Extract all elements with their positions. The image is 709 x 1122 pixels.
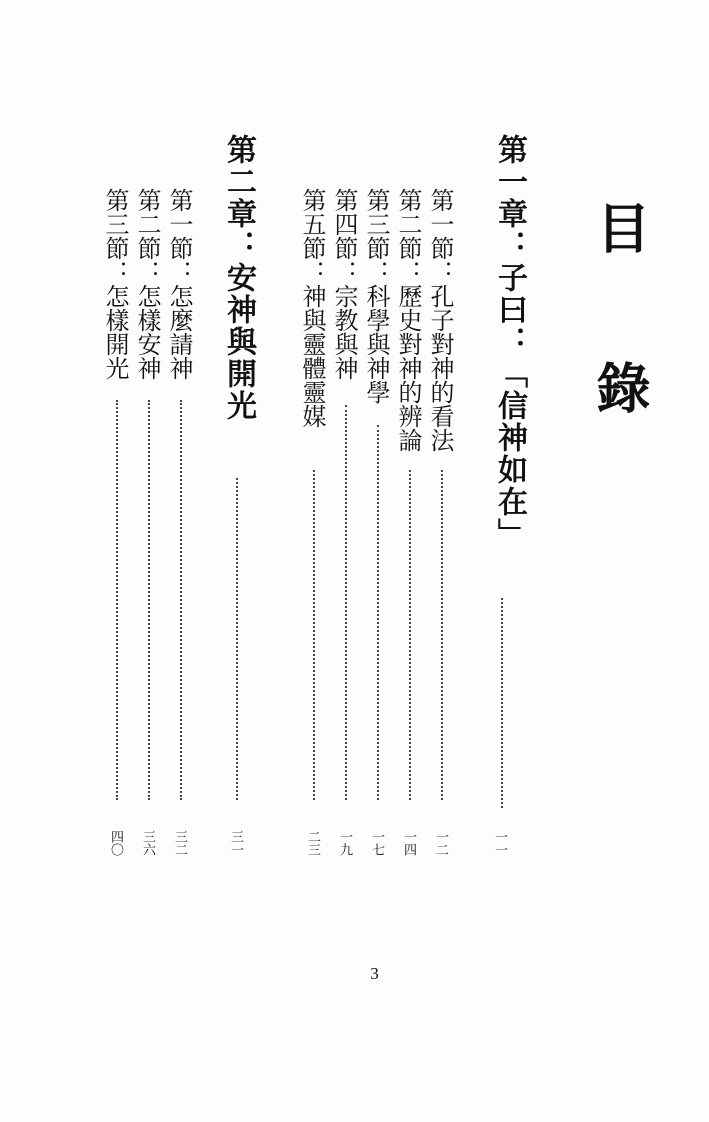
chapter-1-page: 一一 (492, 830, 507, 856)
chapter-1-section-5-leader (313, 470, 315, 800)
chapter-1-section-3-page: 一七 (369, 830, 384, 856)
chapter-2-section-2-page: 三六 (140, 830, 155, 856)
chapter-1-section-4-leader (345, 405, 347, 800)
chapter-2-section-1-leader (180, 400, 182, 800)
chapter-1-section-4: 第四節：宗教與神 (330, 188, 358, 380)
chapter-2-section-1: 第一節：怎麼請神 (165, 188, 193, 380)
chapter-1-section-2-page: 一四 (401, 830, 416, 856)
chapter-1-section-3-leader (377, 425, 379, 800)
chapter-1-section-5: 第五節：神與靈體靈媒 (298, 188, 326, 428)
chapter-2-section-2-leader (148, 400, 150, 800)
chapter-1-section-4-page: 一九 (337, 830, 352, 856)
chapter-1-section-5-page: 二三 (305, 830, 320, 856)
chapter-1-section-1-page: 一二 (433, 830, 448, 856)
chapter-1-section-1: 第一節：孔子對神的看法 (426, 188, 454, 452)
chapter-1-section-2-leader (409, 470, 411, 800)
chapter-1-leader (501, 598, 503, 808)
chapter-1-section-1-leader (441, 470, 443, 800)
chapter-1-section-2: 第二節：歷史對神的辨論 (394, 188, 422, 452)
chapter-1-heading: 第一章：子曰：「信神如在」 (492, 134, 527, 550)
toc-title-char-1: 目 (588, 200, 652, 254)
chapter-2-heading: 第二章：安神與開光 (221, 134, 256, 422)
chapter-2-section-3: 第三節：怎樣開光 (101, 188, 129, 380)
toc-title-char-2: 錄 (588, 360, 652, 414)
chapter-2-leader (236, 478, 238, 800)
chapter-2-section-3-leader (116, 400, 118, 800)
chapter-2-page: 三一 (228, 830, 243, 856)
chapter-1-section-3: 第三節：科學與神學 (362, 188, 390, 404)
chapter-2-section-1-page: 三二 (172, 830, 187, 856)
page-number: 3 (370, 964, 379, 983)
chapter-2-section-2: 第二節：怎樣安神 (133, 188, 161, 380)
chapter-2-section-3-page: 四〇 (108, 830, 123, 856)
